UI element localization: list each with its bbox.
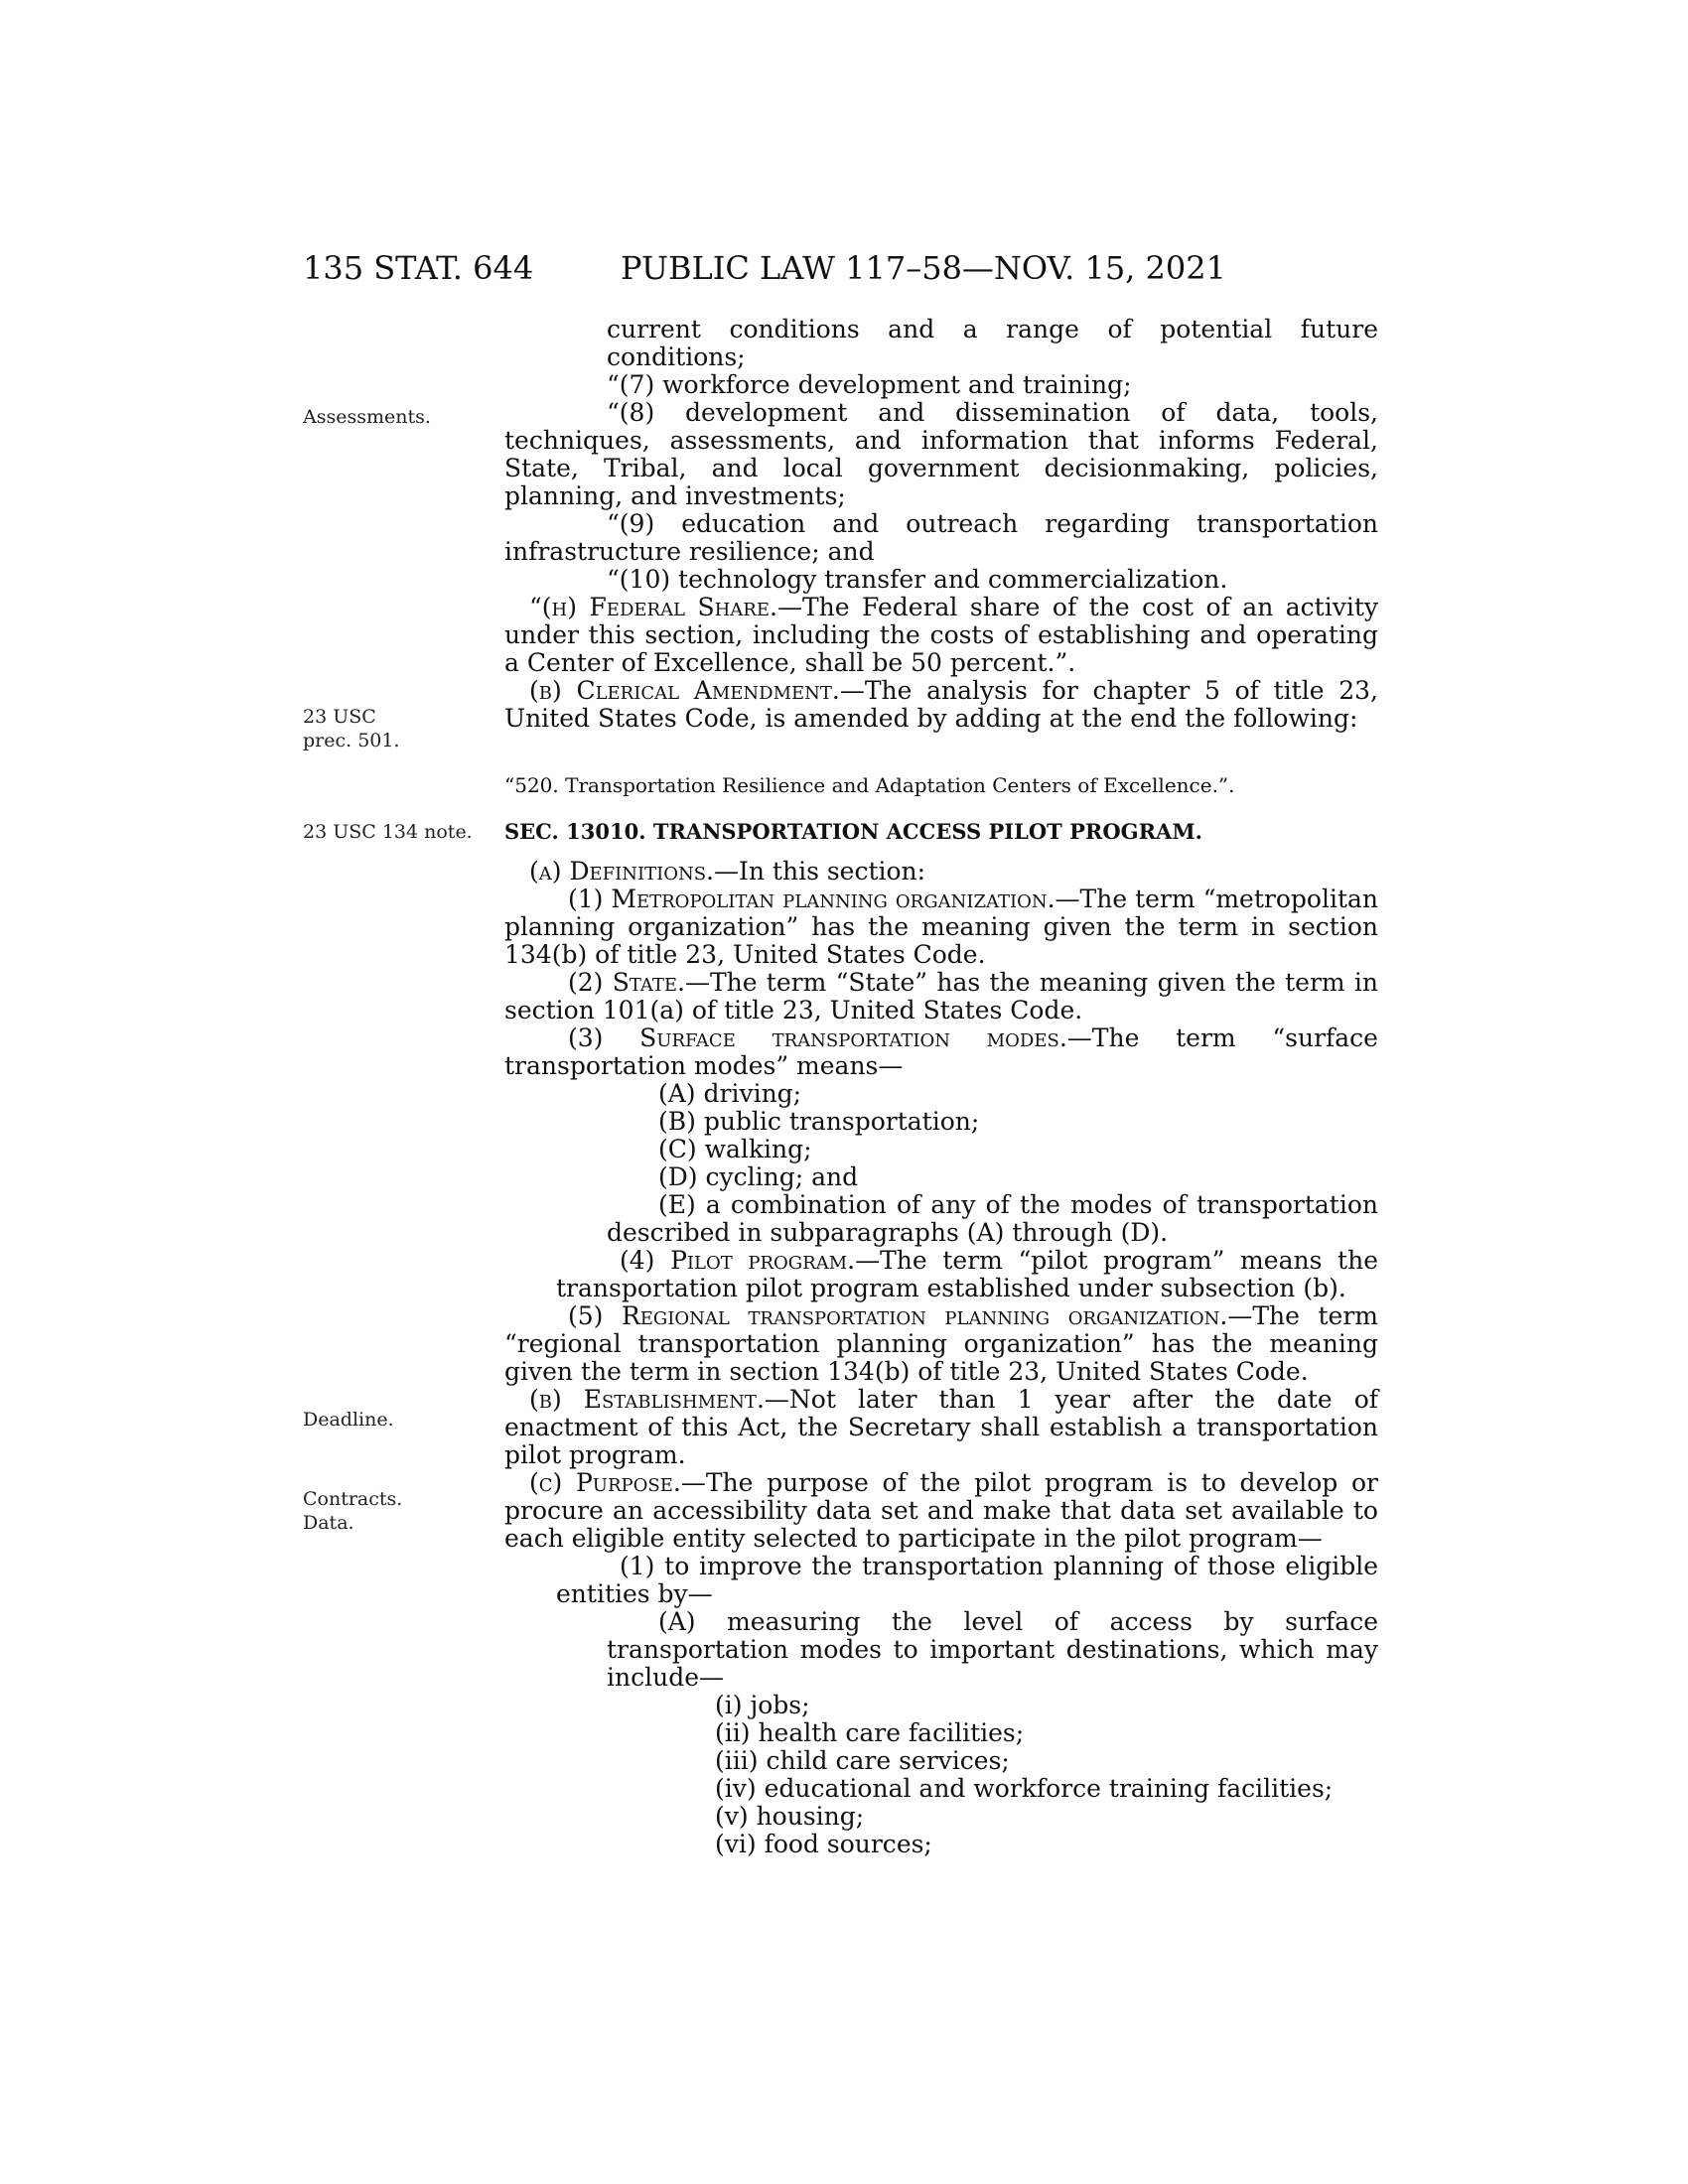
definition-2-heading: (2) State. (568, 968, 685, 997)
running-header (303, 248, 1375, 288)
clause-vi: (vi) food sources; (715, 1830, 932, 1858)
definition-3-b: (B) public transportation; (658, 1107, 980, 1136)
subsection-c-text: —The purpose of the pilot program is to develop or procure an accessibility data set and make that data set available to each eligible entity selected to participate in the pilot program— (504, 1468, 1378, 1553)
clause-ii: (ii) health care facilities; (715, 1718, 1025, 1747)
margin-note-contracts (303, 1487, 487, 1535)
subsection-a (504, 858, 1378, 886)
subsection-b (504, 1386, 1378, 1469)
definition-2-text: —The term “State” has the meaning given the term in section 101(a) of title 23, United States Code. (504, 968, 1378, 1024)
paragraph-c-1: (1) to improve the transportation planning of those eligible entities by— (556, 1552, 1378, 1608)
federal-share-heading: “(h) Federal Share. (529, 593, 777, 621)
definition-5-text: —The term “regional transportation planning organization” has the meaning given the term in section 134(b) of title 23, United States Code. (504, 1301, 1378, 1386)
clause-iii: (iii) child care services; (715, 1746, 1010, 1775)
definition-5-heading: (5) Regional transportation planning organization. (568, 1301, 1228, 1330)
definition-5 (504, 1302, 1378, 1386)
paragraph-conditions: current conditions and a range of potential future conditions; (607, 315, 1378, 371)
subsection-a-text: —In this section: (714, 857, 926, 886)
definition-4-heading: (4) Pilot program. (620, 1246, 856, 1275)
analysis-table-entry: “520. Transportation Resilience and Adaptation Centers of Excellence.”. (504, 773, 1235, 797)
definition-3-heading: (3) Surface transportation modes. (568, 1024, 1067, 1052)
definition-2 (504, 969, 1378, 1024)
prior-section-continuation (504, 316, 1378, 733)
margin-note-usc-prec (303, 705, 487, 752)
paragraph-item-9: “(9) education and outreach regarding transportation infrastructure resilience; and (504, 509, 1378, 566)
paragraph-item-8: “(8) development and dissemination of data, tools, techniques, assessments, and information that informs Federal, State, Tribal, and local government decisionmaking, policies, planning, and investments; (504, 398, 1378, 510)
section-heading: SEC. 13010. TRANSPORTATION ACCESS PILOT PROGRAM. (504, 819, 1202, 844)
subsection-c (504, 1469, 1378, 1553)
definition-1-text: —The term “metropolitan planning organization” has the meaning given the term in section 134(b) of title 23, United States Code. (504, 885, 1378, 969)
margin-note-assessments: Assessments. (303, 406, 431, 428)
section-13010-body (504, 858, 1378, 1858)
margin-note-contracts-line: Contracts. (303, 1488, 403, 1510)
clause-iv: (iv) educational and workforce training facilities; (715, 1774, 1334, 1803)
margin-note-usc-134: 23 USC 134 note. (303, 821, 473, 843)
definition-3 (504, 1024, 1378, 1080)
subparagraph-c-1-a: (A) measuring the level of access by surface transportation modes to important destinations, which may include— (607, 1607, 1378, 1692)
law-id: PUBLIC LAW 117–58—NOV. 15, 2021 (621, 249, 1226, 287)
margin-note-usc-prec-line2: prec. 501. (303, 730, 400, 751)
definition-3-c: (C) walking; (658, 1135, 812, 1163)
clause-v: (v) housing; (715, 1802, 865, 1831)
paragraph-item-10: “(10) technology transfer and commercialization. (607, 565, 1228, 594)
subsection-c-heading: (c) Purpose. (529, 1468, 681, 1497)
definition-1-heading: (1) Metropolitan planning organization. (568, 885, 1055, 913)
definition-1 (504, 886, 1378, 969)
subsection-a-heading: (a) Definitions. (529, 857, 714, 886)
definition-3-d: (D) cycling; and (658, 1162, 859, 1191)
clerical-amendment-text: —The analysis for chapter 5 of title 23, United States Code, is amended by adding at the end the following: (504, 676, 1378, 733)
margin-note-deadline: Deadline. (303, 1409, 394, 1431)
paragraph-item-7: “(7) workforce development and training; (607, 370, 1132, 399)
subsection-b-heading: (b) Establishment. (529, 1385, 765, 1414)
margin-note-usc-prec-line1: 23 USC (303, 706, 376, 728)
federal-share-text: —The Federal share of the cost of an activity under this section, including the costs of establishing and operating a Center of Excellence, shall be 50 percent.”. (504, 593, 1379, 677)
definition-4-text: —The term “pilot program” means the transportation pilot program established under subsection (b). (556, 1246, 1379, 1302)
subsection-b-text: —Not later than 1 year after the date of enactment of this Act, the Secretary shall establish a transportation pilot program. (504, 1385, 1378, 1469)
clause-i: (i) jobs; (715, 1691, 810, 1719)
clerical-amendment-heading: (b) Clerical Amendment. (529, 676, 840, 705)
paragraph-clerical-amendment (504, 677, 1378, 733)
definition-3-text: —The term “surface transportation modes” means— (504, 1024, 1378, 1080)
paragraph-federal-share (504, 594, 1378, 677)
definition-3-a: (A) driving; (658, 1079, 802, 1108)
definition-3-e: (E) a combination of any of the modes of transportation described in subparagraphs (A) through (D). (607, 1190, 1378, 1247)
page-id: 135 STAT. 644 (303, 249, 534, 287)
definition-4 (504, 1247, 1378, 1302)
margin-note-data-line: Data. (303, 1512, 354, 1534)
